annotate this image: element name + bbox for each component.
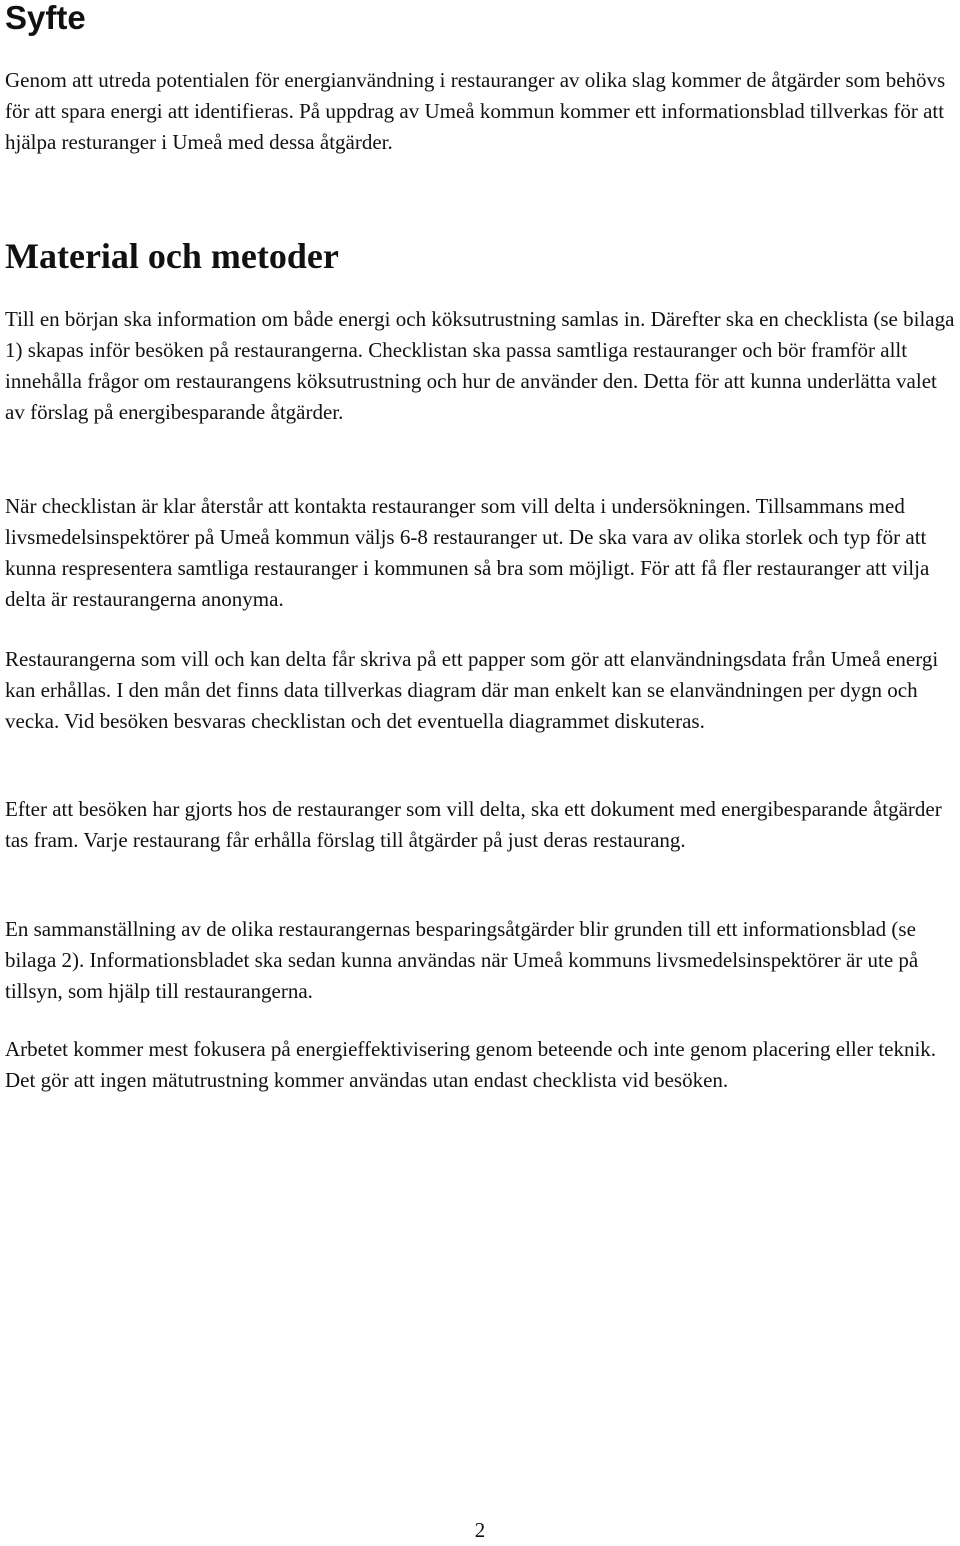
paragraph-4: Efter att besöken har gjorts hos de restauranger som vill delta, ska ett dokument med energibesparande åtgärder tas fram. Varje restaurang får erhålla förslag till åtgärder på just deras restaurang. xyxy=(5,797,942,852)
paragraph-syfte: Genom att utreda potentialen för energianvändning i restauranger av olika slag kommer de åtgärder som behövs för att spara energi att identifieras. På uppdrag av Umeå kommun kommer ett informationsblad tillverkas för att hjälpa resturanger i Umeå med dessa åtgärder. xyxy=(5,68,946,154)
section-title-syfte: Syfte xyxy=(5,0,86,36)
page-number: 2 xyxy=(474,1518,486,1542)
paragraph-6: Arbetet kommer mest fokusera på energieffektivisering genom beteende och inte genom placering eller teknik. Det gör att ingen mätutrustning kommer användas utan endast checklista vid besöken. xyxy=(5,1037,937,1092)
paragraph-1: Till en början ska information om både energi och köksutrustning samlas in. Därefter ska en checklista (se bilaga 1) skapas inför besöken på restaurangerna. Checklistan ska passa samtliga restauranger och bör framför allt innehålla frågor om restaurangens köksutrustning och hur de använder den. Detta för att kunna underlätta valet av förslag på energibesparande åtgärder. xyxy=(5,307,955,424)
paragraph-2: När checklistan är klar återstår att kontakta restauranger som vill delta i undersökningen. Tillsammans med livsmedelsinspektörer på Umeå kommun väljs 6-8 restauranger ut. De ska vara av olika storlek och typ för att kunna respresentera samtliga restauranger i kommunen så bra som möjligt. För att få fler restauranger att vilja delta är restaurangerna anonyma. xyxy=(5,494,930,611)
section-title-material-och-metoder: Material och metoder xyxy=(5,236,339,276)
paragraph-3: Restaurangerna som vill och kan delta får skriva på ett papper som gör att elanvändningsdata från Umeå energi kan erhållas. I den mån det finns data tillverkas diagram där man enkelt kan se elanvändningen per dygn och vecka. Vid besöken besvaras checklistan och det eventuella diagrammet diskuteras. xyxy=(5,647,939,733)
paragraph-5: En sammanställning av de olika restaurangernas besparingsåtgärder blir grunden till ett informationsblad (se bilaga 2). Informationsbladet ska sedan kunna användas när Umeå kommuns livsmedelsinspektörer är ute på tillsyn, som hjälp till restaurangerna. xyxy=(5,917,919,1003)
